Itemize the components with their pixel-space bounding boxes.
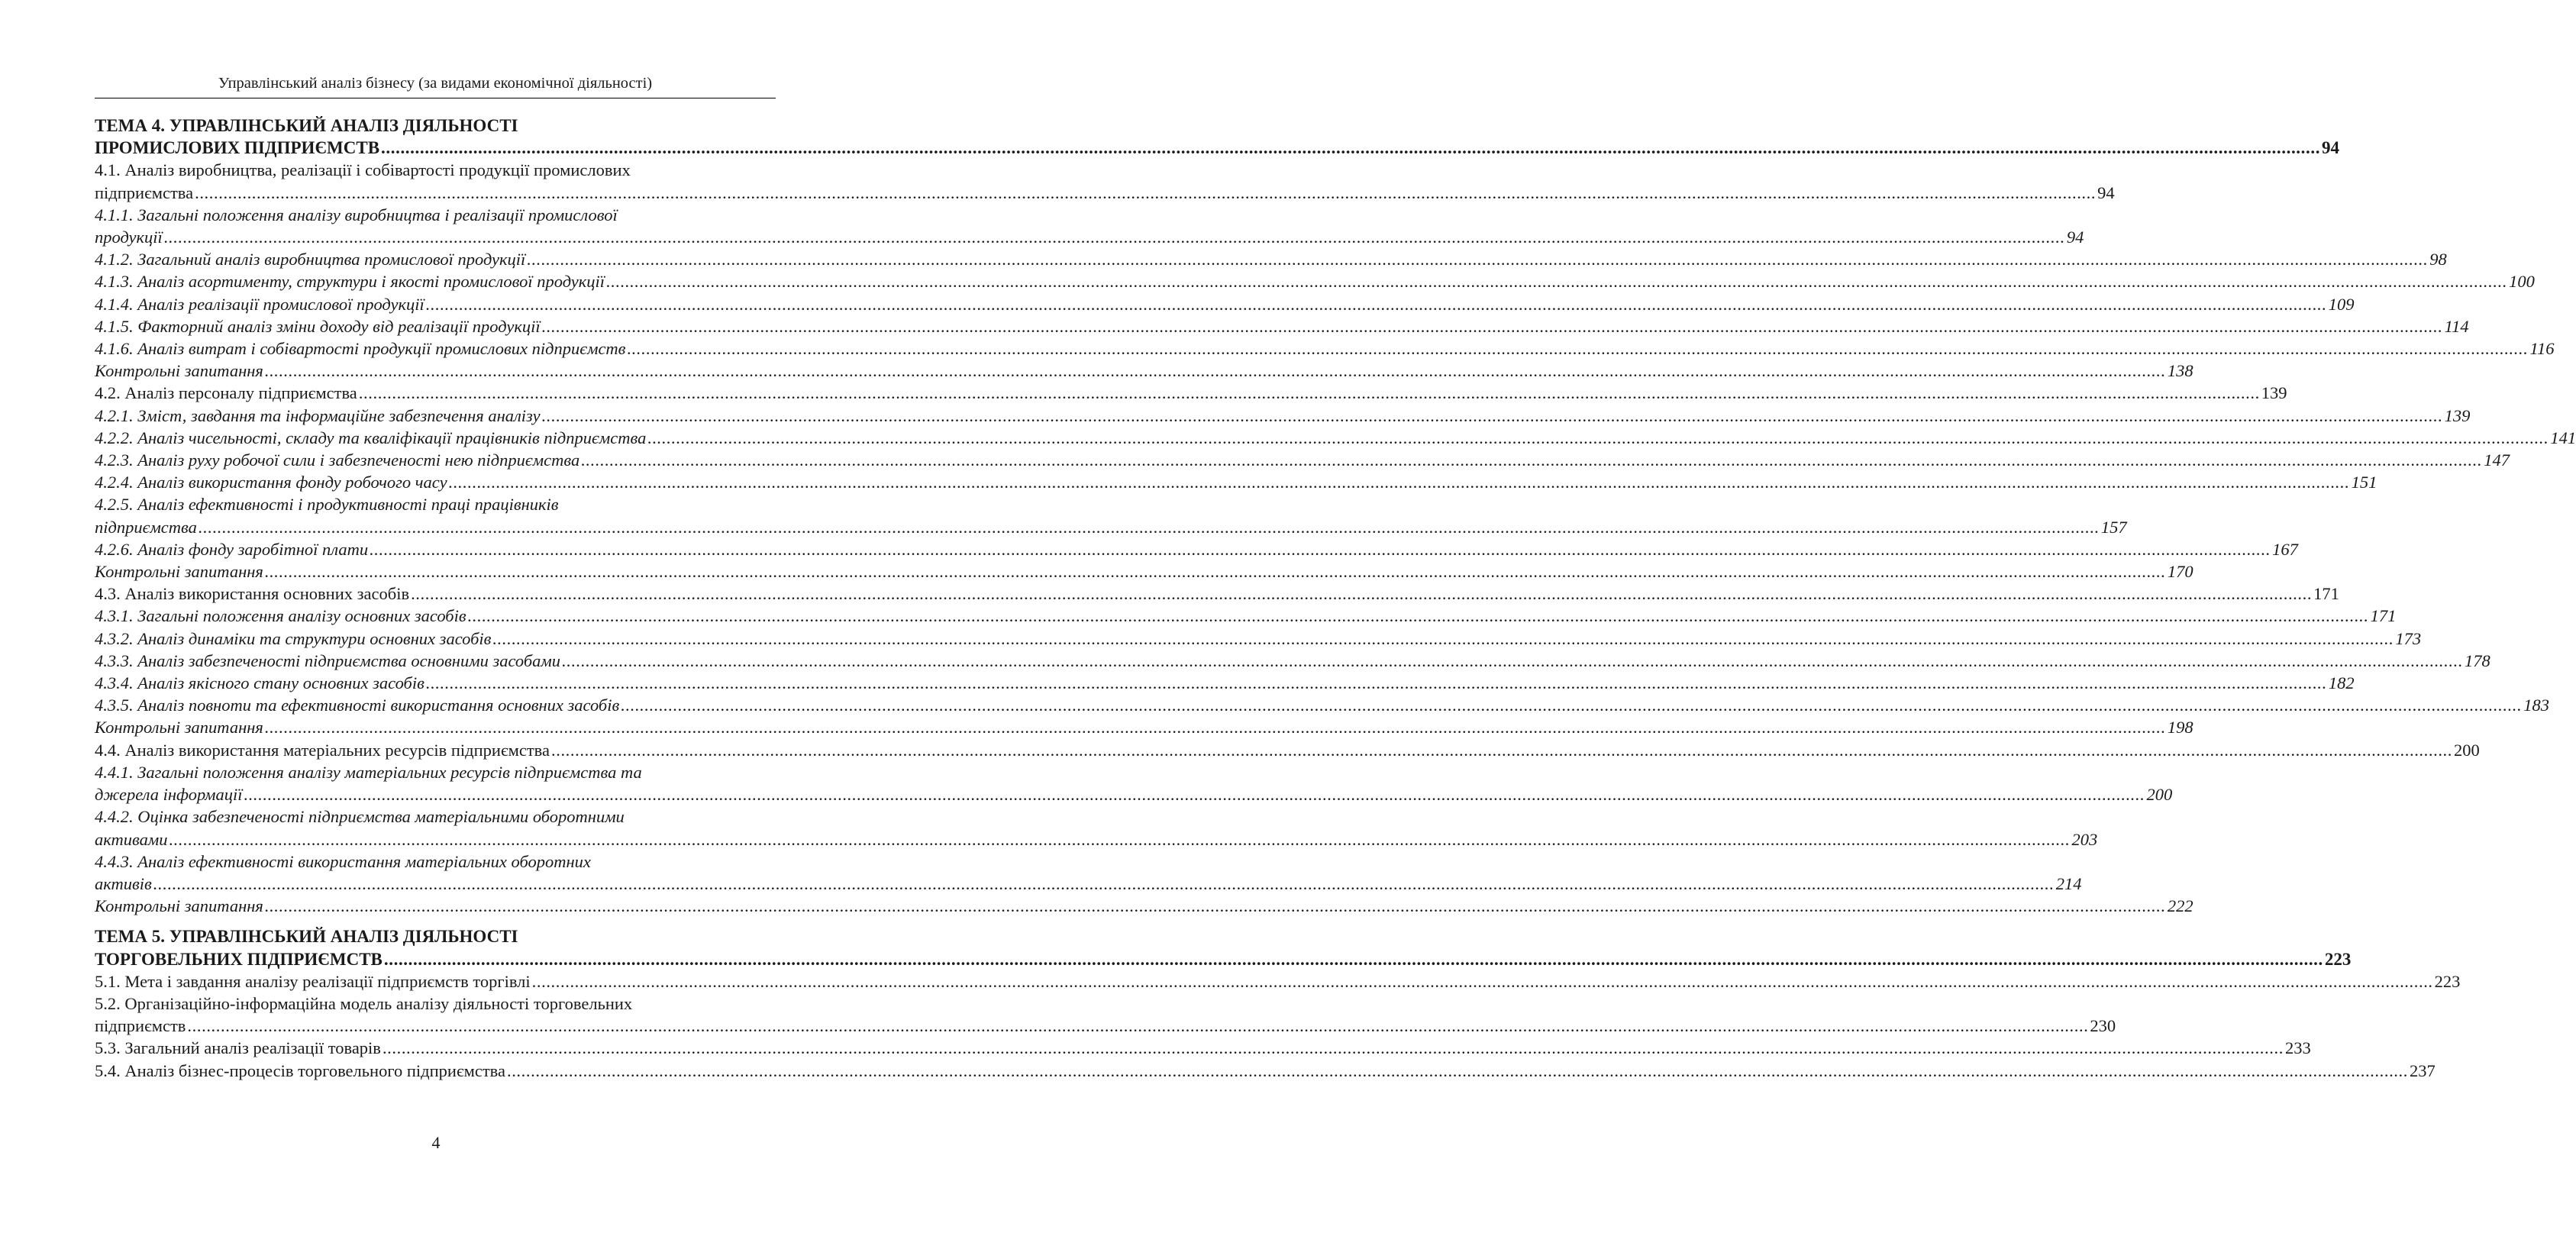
toc-entry[interactable] (95, 583, 2339, 605)
toc-entry-page: 109 (2328, 294, 2355, 314)
toc-entry-page: 183 (2523, 696, 2550, 715)
dot-leader: ................................................................................................................................................................................................................................................................................................................................................................................................................ (531, 971, 2433, 991)
toc-entry-page: 200 (2454, 740, 2480, 760)
toc-entry-title: ПРОМИСЛОВИХ ПІДПРИЄМСТВ (95, 138, 380, 158)
toc-entry-title: Контрольні запитання (95, 896, 263, 916)
toc-entry-page: 230 (2090, 1016, 2116, 1036)
dot-leader: ................................................................................................................................................................................................................................................................................................................................................................................................................ (448, 473, 2350, 492)
toc-entry-line (95, 694, 2550, 716)
toc-entry-title: 4.2.1. Зміст, завдання та інформаційне забезпечення аналізу (95, 405, 541, 425)
toc-entry-title: джерела інформації (95, 785, 243, 805)
toc-entry-line (95, 650, 2490, 672)
toc-entry-title: Контрольні запитання (95, 562, 263, 582)
toc-entry-line (95, 895, 2193, 917)
toc-entry-line (95, 716, 2193, 738)
dot-leader: ................................................................................................................................................................................................................................................................................................................................................................................................................ (425, 673, 2327, 693)
dot-leader: ................................................................................................................................................................................................................................................................................................................................................................................................................ (541, 405, 2443, 425)
toc-entry[interactable] (95, 315, 2469, 337)
toc-entry-line (95, 828, 2098, 851)
toc-entry[interactable] (95, 159, 2115, 203)
toc-entry[interactable] (95, 1060, 2436, 1082)
toc-entry-page: 171 (2370, 606, 2397, 626)
toc-entry-title: активами (95, 829, 168, 849)
toc-entry-title: 4.3.3. Аналіз забезпеченості підприємства основними засобами (95, 650, 561, 670)
toc-entry-line (95, 1037, 2311, 1059)
toc-entry-page: 139 (2444, 405, 2471, 425)
toc-entry[interactable] (95, 925, 2352, 970)
toc-entry[interactable] (95, 694, 2550, 716)
toc-entry-page: 138 (2167, 361, 2193, 381)
toc-entry-page: 200 (2146, 785, 2173, 805)
toc-entry-title-line: 4.4.2. Оцінка забезпеченості підприємства матеріальними оборотними (95, 807, 625, 827)
toc-entry-line (95, 1060, 2436, 1082)
toc-entry-page: 182 (2328, 673, 2355, 693)
toc-entry-title: 5.1. Мета і завдання аналізу реалізації підприємств торгівлі (95, 971, 531, 991)
toc-entry[interactable] (95, 427, 2576, 449)
toc-entry-title: продукції (95, 228, 163, 247)
toc-entry-page: 233 (2284, 1038, 2311, 1058)
dot-leader: ................................................................................................................................................................................................................................................................................................................................................................................................................ (381, 138, 2321, 158)
toc-entry[interactable] (95, 382, 2287, 404)
toc-entry-title: 4.2.3. Аналіз руху робочої сили і забезпеченості нею підприємства (95, 450, 580, 470)
toc-entry-page: 171 (2313, 584, 2339, 604)
toc-entry[interactable] (95, 493, 2127, 537)
toc-entry-page: 223 (2434, 971, 2461, 991)
toc-entry-title: 4.4. Аналіз використання матеріальних ресурсів підприємства (95, 740, 550, 760)
toc-entry-title: 5.3. Загальний аналіз реалізації товарів (95, 1038, 381, 1058)
toc-entry-page: 170 (2167, 562, 2193, 582)
toc-entry-line (95, 970, 2461, 993)
toc-entry-title-line: 4.2.5. Аналіз ефективності і продуктивності праці працівників (95, 495, 559, 515)
toc-entry-line (95, 226, 2084, 248)
toc-entry-title: 4.1.5. Факторний аналіз зміни доходу від реалізації продукції (95, 316, 541, 336)
toc-entry-title: підприємств (95, 1016, 186, 1036)
toc-entry-line (95, 427, 2576, 449)
dot-leader: ................................................................................................................................................................................................................................................................................................................................................................................................................ (358, 383, 2260, 403)
toc-entry-line (95, 337, 2555, 360)
toc-entry-line (95, 449, 2510, 471)
toc-entry-page: 173 (2395, 628, 2422, 648)
toc-entry[interactable] (95, 761, 2173, 805)
toc-entry-page: 116 (2529, 339, 2555, 359)
dot-leader: ................................................................................................................................................................................................................................................................................................................................................................................................................ (527, 250, 2429, 270)
toc-entry-title: активів (95, 873, 152, 893)
toc-entry[interactable] (95, 805, 2098, 850)
toc-entry-title-line: 4.1. Аналіз виробництва, реалізації і собівартості продукції промислових (95, 160, 631, 180)
toc-entry-title: Контрольні запитання (95, 718, 263, 738)
dot-leader: ................................................................................................................................................................................................................................................................................................................................................................................................................ (264, 562, 2166, 582)
toc-entry-title-line: 4.4.1. Загальні положення аналізу матеріальних ресурсів підприємства та (95, 762, 642, 782)
dot-leader: ................................................................................................................................................................................................................................................................................................................................................................................................................ (606, 272, 2508, 292)
dot-leader: ................................................................................................................................................................................................................................................................................................................................................................................................................ (551, 740, 2452, 760)
toc-entry-page: 139 (2261, 383, 2287, 403)
toc-entry-page: 98 (2429, 250, 2447, 270)
toc-entry-page: 178 (2465, 650, 2490, 670)
dot-leader: ................................................................................................................................................................................................................................................................................................................................................................................................................ (467, 606, 2369, 626)
toc-entry-line (95, 538, 2298, 560)
toc-entry[interactable] (95, 650, 2490, 672)
toc-entry[interactable] (95, 716, 2193, 738)
dot-leader: ................................................................................................................................................................................................................................................................................................................................................................................................................ (264, 896, 2166, 916)
toc-entry[interactable] (95, 471, 2377, 493)
dot-leader: ................................................................................................................................................................................................................................................................................................................................................................................................................ (153, 873, 2055, 893)
dot-leader: ................................................................................................................................................................................................................................................................................................................................................................................................................ (621, 696, 2523, 715)
dot-leader: ................................................................................................................................................................................................................................................................................................................................................................................................................ (264, 718, 2166, 738)
toc-entry-title: 4.3.1. Загальні положення аналізу основних засобів (95, 606, 466, 626)
toc-entry[interactable] (95, 204, 2084, 248)
dot-leader: ................................................................................................................................................................................................................................................................................................................................................................................................................ (562, 650, 2464, 670)
toc-entry-line (95, 516, 2127, 538)
page-number: 4 (431, 1133, 441, 1152)
toc-entry-line (95, 471, 2377, 493)
toc-entry-line (95, 672, 2355, 694)
toc-entry[interactable] (95, 560, 2193, 583)
toc-entry-page: 147 (2484, 450, 2510, 470)
toc-entry[interactable] (95, 538, 2298, 560)
toc-entry-title: 4.1.4. Аналіз реалізації промислової продукції (95, 294, 424, 314)
toc-entry-title-line: ТЕМА 5. УПРАВЛІНСЬКИЙ АНАЛІЗ ДІЯЛЬНОСТІ (95, 927, 518, 947)
toc-entry[interactable] (95, 970, 2461, 993)
toc-entry[interactable] (95, 337, 2555, 360)
toc-entry-title-line: 4.1.1. Загальні положення аналізу виробництва і реалізації промислової (95, 205, 618, 224)
toc-entry-title: підприємства (95, 517, 197, 537)
toc-entry[interactable] (95, 895, 2193, 917)
running-header: Управлінський аналіз бізнесу (за видами економічної діяльності) (218, 75, 653, 92)
toc-entry[interactable] (95, 270, 2535, 292)
dot-leader: ................................................................................................................................................................................................................................................................................................................................................................................................................ (264, 361, 2166, 381)
toc-entry[interactable] (95, 248, 2447, 270)
table-of-contents (95, 115, 2576, 1082)
toc-entry-line (95, 182, 2115, 204)
dot-leader: ................................................................................................................................................................................................................................................................................................................................................................................................................ (195, 182, 2097, 202)
toc-entry-line (95, 739, 2480, 761)
toc-entry-line (95, 583, 2339, 605)
dot-leader: ................................................................................................................................................................................................................................................................................................................................................................................................................ (627, 339, 2529, 359)
dot-leader: ................................................................................................................................................................................................................................................................................................................................................................................................................ (506, 1060, 2408, 1080)
toc-entry-title: 4.1.6. Аналіз витрат і собівартості продукції промислових підприємств (95, 339, 626, 359)
toc-entry[interactable] (95, 628, 2422, 650)
toc-entry-line (95, 605, 2397, 627)
toc-entry-line (95, 293, 2355, 315)
toc-entry-title: Контрольні запитання (95, 361, 263, 381)
toc-entry-title: 5.4. Аналіз бізнес-процесів торговельного підприємства (95, 1060, 505, 1080)
toc-entry-line (95, 560, 2193, 583)
dot-leader: ................................................................................................................................................................................................................................................................................................................................................................................................................ (187, 1016, 2089, 1036)
toc-entry-line (95, 360, 2193, 382)
toc-entry-title: 4.2. Аналіз персоналу підприємства (95, 383, 357, 403)
dot-leader: ................................................................................................................................................................................................................................................................................................................................................................................................................ (541, 316, 2443, 336)
toc-entry-page: 94 (2322, 138, 2340, 158)
toc-entry[interactable] (95, 739, 2480, 761)
toc-entry-line (95, 405, 2471, 427)
dot-leader: ................................................................................................................................................................................................................................................................................................................................................................................................................ (383, 949, 2323, 969)
toc-entry[interactable] (95, 405, 2471, 427)
dot-leader: ................................................................................................................................................................................................................................................................................................................................................................................................................ (425, 294, 2327, 314)
toc-entry-title: ТОРГОВЕЛЬНИХ ПІДПРИЄМСТВ (95, 949, 383, 969)
toc-entry-line (95, 315, 2469, 337)
dot-leader: ................................................................................................................................................................................................................................................................................................................................................................................................................ (370, 539, 2271, 559)
toc-entry-page: 157 (2100, 517, 2127, 537)
toc-entry[interactable] (95, 115, 2340, 159)
dot-leader: ................................................................................................................................................................................................................................................................................................................................................................................................................ (198, 517, 2100, 537)
toc-entry[interactable] (95, 449, 2510, 471)
toc-entry-line (95, 248, 2447, 270)
toc-entry-page: 198 (2167, 718, 2193, 738)
toc-entry-title: 4.3. Аналіз використання основних засобів (95, 584, 410, 604)
toc-entry[interactable] (95, 851, 2082, 895)
toc-entry[interactable] (95, 672, 2355, 694)
toc-entry-page: 141 (2550, 428, 2576, 447)
toc-entry-page: 237 (2409, 1060, 2436, 1080)
toc-entry-page: 223 (2324, 949, 2352, 969)
toc-entry-line (95, 137, 2340, 159)
toc-entry-title: 4.2.2. Аналіз чисельності, складу та кваліфікації працівників підприємства (95, 428, 647, 447)
dot-leader: ................................................................................................................................................................................................................................................................................................................................................................................................................ (163, 228, 2065, 247)
toc-entry-page: 151 (2351, 473, 2377, 492)
toc-entry-title-line: 5.2. Організаційно-інформаційна модель аналізу діяльності торговельних (95, 993, 633, 1013)
toc-entry-title: підприємства (95, 182, 194, 202)
toc-entry[interactable] (95, 993, 2116, 1037)
toc-entry-title: 4.1.2. Загальний аналіз виробництва промислової продукції (95, 250, 526, 270)
toc-entry-line (95, 628, 2422, 650)
toc-entry-page: 100 (2509, 272, 2535, 292)
toc-entry-title-line: ТЕМА 4. УПРАВЛІНСЬКИЙ АНАЛІЗ ДІЯЛЬНОСТІ (95, 116, 518, 135)
toc-entry-line (95, 382, 2287, 404)
dot-leader: ................................................................................................................................................................................................................................................................................................................................................................................................................ (244, 785, 2145, 805)
toc-entry-page: 94 (2066, 228, 2084, 247)
toc-entry-page: 222 (2167, 896, 2193, 916)
toc-entry-line (95, 1015, 2116, 1037)
dot-leader: ................................................................................................................................................................................................................................................................................................................................................................................................................ (169, 829, 2071, 849)
toc-entry-title: 4.2.6. Аналіз фонду заробітної плати (95, 539, 369, 559)
toc-entry-line (95, 270, 2535, 292)
toc-entry-title: 4.2.4. Аналіз використання фонду робочого часу (95, 473, 447, 492)
toc-entry-title: 4.1.3. Аналіз асортименту, структури і якості промислової продукції (95, 272, 605, 292)
toc-entry-title: 4.3.5. Аналіз повноти та ефективності використання основних засобів (95, 696, 620, 715)
dot-leader: ................................................................................................................................................................................................................................................................................................................................................................................................................ (647, 428, 2549, 447)
toc-entry-title: 4.3.4. Аналіз якісного стану основних засобів (95, 673, 424, 693)
dot-leader: ................................................................................................................................................................................................................................................................................................................................................................................................................ (492, 628, 2394, 648)
toc-entry[interactable] (95, 1037, 2311, 1059)
toc-entry-title-line: 4.4.3. Аналіз ефективності використання матеріальних оборотних (95, 851, 591, 871)
toc-entry-title: 4.3.2. Аналіз динаміки та структури основних засобів (95, 628, 492, 648)
dot-leader: ................................................................................................................................................................................................................................................................................................................................................................................................................ (581, 450, 2483, 470)
toc-entry-page: 203 (2071, 829, 2098, 849)
dot-leader: ................................................................................................................................................................................................................................................................................................................................................................................................................ (411, 584, 2313, 604)
toc-entry-page: 114 (2444, 316, 2469, 336)
dot-leader: ................................................................................................................................................................................................................................................................................................................................................................................................................ (382, 1038, 2284, 1058)
toc-entry[interactable] (95, 293, 2355, 315)
toc-entry-page: 167 (2272, 539, 2298, 559)
toc-entry-line (95, 948, 2352, 970)
toc-entry[interactable] (95, 605, 2397, 627)
toc-entry[interactable] (95, 360, 2193, 382)
toc-entry-line (95, 873, 2082, 895)
toc-entry-line (95, 783, 2173, 805)
toc-entry-page: 94 (2097, 182, 2115, 202)
toc-entry-page: 214 (2055, 873, 2082, 893)
